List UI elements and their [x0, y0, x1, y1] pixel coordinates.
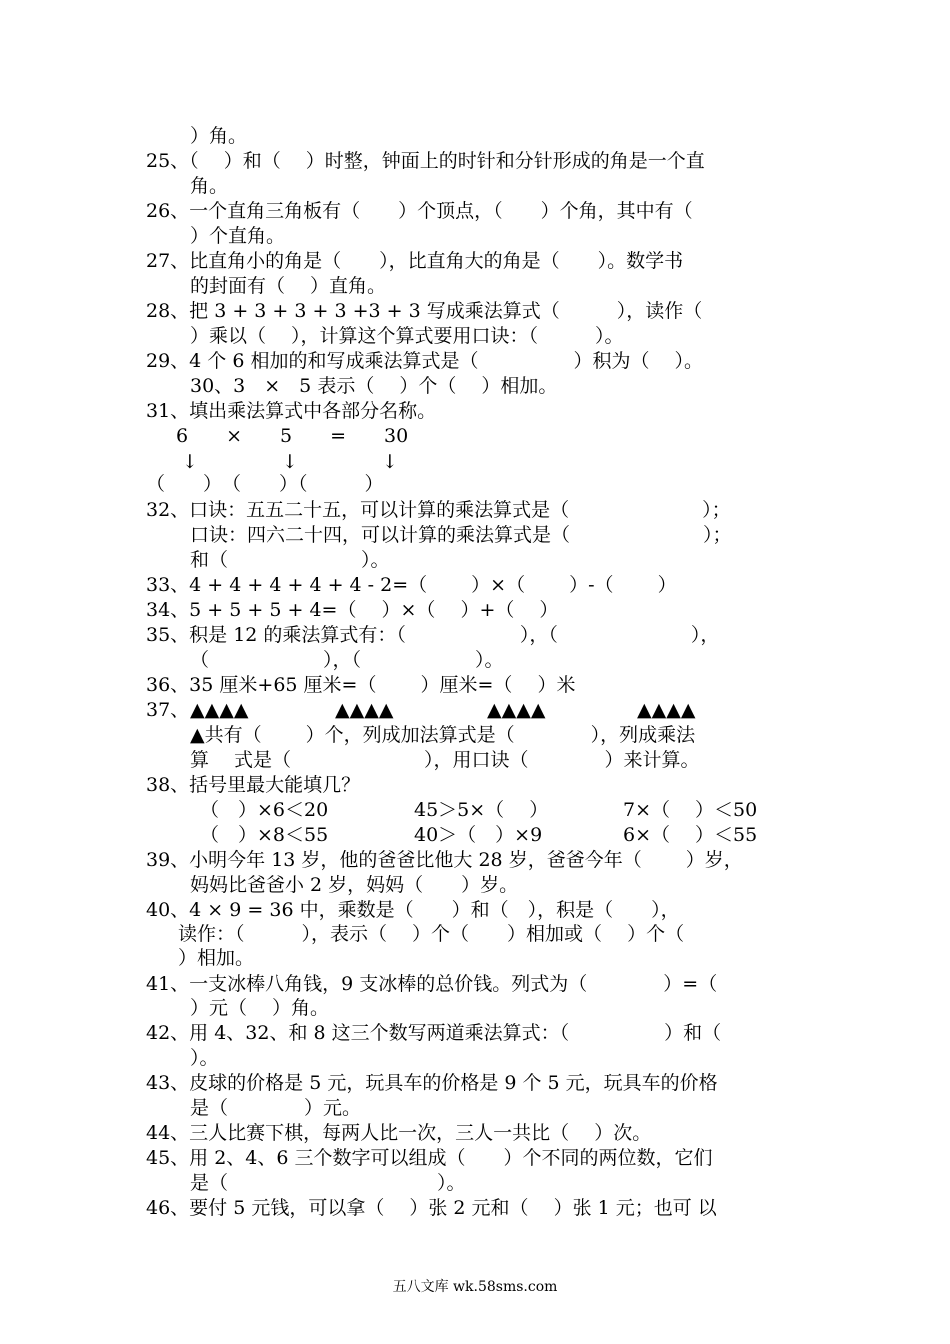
arrow-icon: ↓ [382, 451, 398, 473]
question-34: 34、5 + 5 + 5 + 4=（ ）×（ ）+（ ） [146, 599, 559, 621]
text-line: ）乘以（ ），计算这个算式要用口诀：（ ）。 [190, 325, 624, 347]
question-35: 35、积是 12 的乘法算式有：（ ），（ ）， [146, 624, 720, 646]
inequality: 45＞5×（ ） [414, 799, 549, 821]
text-line: ）元（ ）角。 [190, 997, 330, 1019]
question-36: 36、35 厘米+65 厘米=（ ）厘米=（ ）米 [146, 674, 576, 696]
question-31: 31、填出乘法算式中各部分名称。 [146, 400, 437, 422]
question-45: 45、用 2、4、6 三个数字可以组成（ ）个不同的两位数，它们 [146, 1147, 713, 1169]
arrow-icon: ↓ [282, 451, 298, 473]
equation-line: 6 × 5 = 30 [176, 425, 409, 447]
question-33: 33、4 + 4 + 4 + 4 + 4 - 2=（ ）×（ ）-（ ） [146, 574, 677, 596]
text-line: （ ），（ ）。 [190, 649, 504, 671]
text-line: 是（ ）元。 [190, 1097, 362, 1119]
footer-watermark: 五八文库 wk.58sms.com [392, 1279, 558, 1295]
question-25: 25、（ ）和（ ）时整，钟面上的时针和分针形成的角是一个直 [146, 150, 705, 172]
text-line: ）角。 [190, 125, 248, 147]
inequality: （ ）×8＜55 [200, 824, 329, 846]
triangle-group: ▲▲▲▲ [335, 699, 394, 721]
question-26: 26、一个直角三角板有（ ）个顶点，（ ）个角，其中有（ [146, 200, 693, 222]
arrow-icon: ↓ [182, 451, 198, 473]
text-line: 口诀：四六二十四，可以计算的乘法算式是（ ）； [190, 524, 732, 546]
text-line: 算 式是（ ），用口诀（ ）来计算。 [190, 749, 700, 771]
question-28: 28、把 3 + 3 + 3 + 3 +3 + 3 写成乘法算式（ ），读作（ [146, 300, 703, 322]
question-43: 43、皮球的价格是 5 元，玩具车的价格是 9 个 5 元，玩具车的价格 [146, 1072, 718, 1094]
inequality: 7×（ ）＜50 [623, 799, 758, 821]
triangle-group: ▲▲▲▲ [190, 699, 249, 721]
text-line: 妈妈比爸爸小 2 岁，妈妈（ ）岁。 [190, 874, 519, 896]
question-44: 44、三人比赛下棋，每两人比一次，三人一共比（ ）次。 [146, 1122, 652, 1144]
question-40: 40、4 × 9 = 36 中，乘数是（ ）和（ ），积是（ ）， [146, 899, 680, 921]
text-line: 角。 [190, 175, 229, 197]
question-29: 29、4 个 6 相加的和写成乘法算式是（ ）积为（ ）。 [146, 350, 704, 372]
text-line: 是（ ）。 [190, 1172, 466, 1194]
text-line: ）个直角。 [190, 225, 286, 247]
text-line: 的封面有（ ）直角。 [190, 275, 387, 297]
inequality: （ ）×6＜20 [200, 799, 329, 821]
question-41: 41、一支冰棒八角钱，9 支冰棒的总价钱。列式为（ ）=（ [146, 973, 718, 995]
question-46: 46、要付 5 元钱，可以拿（ ）张 2 元和（ ）张 1 元；也可 以 [146, 1197, 717, 1219]
text-line: 和（ ）。 [190, 549, 390, 571]
question-42: 42、用 4、32、和 8 这三个数写两道乘法算式：（ ）和（ [146, 1022, 722, 1044]
question-39: 39、小明今年 13 岁，他的爸爸比他大 28 岁，爸爸今年（ ）岁， [146, 849, 743, 871]
text-line: ）相加。 [178, 947, 255, 969]
text-line: ）。 [190, 1047, 219, 1069]
inequality: 6×（ ）＜55 [623, 824, 758, 846]
triangle-group: ▲▲▲▲ [487, 699, 546, 721]
inequality: 40＞（ ）×9 [414, 824, 543, 846]
question-27: 27、比直角小的角是（ ），比直角大的角是（ ）。数学书 [146, 250, 684, 272]
question-30: 30、3 × 5 表示（ ）个（ ）相加。 [190, 375, 558, 397]
answer-blanks: （ ） （ ）（ ） [146, 473, 384, 495]
text-line: ▲共有（ ）个，列成加法算式是（ ），列成乘法 [190, 724, 696, 746]
question-37: 37、 [146, 699, 190, 721]
question-32: 32、口诀：五五二十五，可以计算的乘法算式是（ ）； [146, 499, 731, 521]
question-38: 38、括号里最大能填几？ [146, 774, 361, 796]
text-line: 读作：（ ），表示（ ）个（ ）相加或（ ）个（ [178, 923, 685, 945]
triangle-group: ▲▲▲▲ [637, 699, 696, 721]
